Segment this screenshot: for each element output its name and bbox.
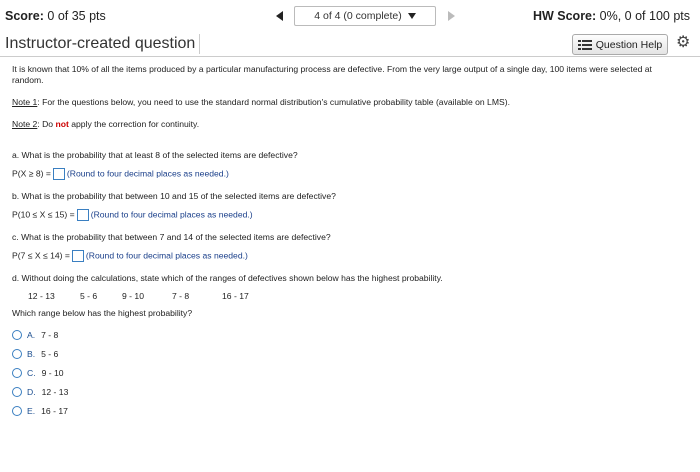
answer-a-expression: P(X ≥ 8) = — [12, 168, 51, 179]
note-2-pre: : Do — [37, 119, 56, 129]
option-letter: B. — [27, 349, 36, 359]
answer-a-hint: (Round to four decimal places as needed.) — [66, 168, 229, 179]
option-text: 16 - 17 — [41, 406, 68, 416]
score-display — [5, 9, 106, 23]
question-title: Instructor-created question — [5, 34, 200, 54]
option-e[interactable] — [12, 406, 68, 416]
answer-b-row — [12, 209, 253, 221]
question-selector-label: 4 of 4 (0 complete) — [314, 10, 402, 22]
option-a[interactable] — [12, 330, 58, 340]
answer-b-expression: P(10 ≤ X ≤ 15) = — [12, 209, 75, 220]
top-bar — [0, 0, 700, 32]
option-text: 7 - 8 — [41, 330, 59, 340]
question-b: b. What is the probability that between 10 and 15 of the selected items are defective? — [12, 191, 336, 201]
arrow-left-icon — [276, 11, 283, 21]
option-c[interactable] — [12, 368, 64, 378]
question-help-button[interactable] — [572, 34, 668, 55]
hw-score-display — [533, 9, 690, 23]
range-item: 12 - 13 — [28, 291, 55, 301]
radio-button[interactable] — [12, 387, 22, 397]
radio-button[interactable] — [12, 368, 22, 378]
option-letter: E. — [27, 406, 36, 416]
range-item: 16 - 17 — [222, 291, 249, 301]
range-item: 5 - 6 — [80, 291, 98, 301]
option-letter: D. — [27, 387, 36, 397]
next-question-button[interactable] — [440, 6, 462, 26]
title-bar — [0, 32, 700, 57]
hw-score-value: 0%, 0 of 100 pts — [599, 9, 690, 23]
note-2 — [12, 119, 199, 129]
answer-b-hint: (Round to four decimal places as needed.) — [90, 209, 253, 220]
question-a: a. What is the probability that at least 8 of the selected items are defective? — [12, 150, 298, 160]
option-b[interactable] — [12, 349, 58, 359]
score-value: 0 of 35 pts — [47, 9, 106, 23]
radio-button[interactable] — [12, 349, 22, 359]
option-text: 12 - 13 — [41, 387, 69, 397]
question-selector[interactable] — [294, 6, 436, 26]
note-1 — [12, 97, 510, 107]
note-2-post: apply the correction for continuity. — [68, 119, 200, 129]
question-help-label: Question Help — [595, 38, 663, 51]
arrow-right-icon — [448, 11, 455, 21]
option-letter: A. — [27, 330, 36, 340]
question-c: c. What is the probability that between 7 and 14 of the selected items are defective? — [12, 232, 331, 242]
answer-c-input[interactable] — [72, 250, 84, 262]
score-label: Score: — [5, 9, 44, 23]
answer-a-input[interactable] — [53, 168, 65, 180]
list-icon — [578, 40, 592, 50]
option-letter: C. — [27, 368, 36, 378]
previous-question-button[interactable] — [268, 6, 290, 26]
option-text: 9 - 10 — [41, 368, 64, 378]
problem-intro: It is known that 10% of all the items produced by a particular manufacturing process are defective. From the very large output of a single day, 100 items were selected at random. — [12, 64, 652, 85]
answer-c-hint: (Round to four decimal places as needed.) — [85, 250, 248, 261]
option-d[interactable] — [12, 387, 68, 397]
answer-b-input[interactable] — [77, 209, 89, 221]
range-item: 9 - 10 — [122, 291, 144, 301]
range-list — [28, 291, 249, 301]
caret-down-icon — [408, 13, 416, 19]
gear-icon[interactable]: ⚙ — [676, 34, 691, 51]
question-navigator — [268, 6, 462, 26]
question-d: d. Without doing the calculations, state which of the ranges of defectives shown below has the highest probability. — [12, 273, 443, 283]
range-item: 7 - 8 — [172, 291, 190, 301]
note-1-label: Note 1 — [12, 97, 38, 107]
answer-c-row — [12, 250, 248, 262]
note-1-text: : For the questions below, you need to use the standard normal distribution's cumulative probability table (available on LMS). — [37, 97, 510, 107]
note-2-label: Note 2 — [12, 119, 38, 129]
answer-c-expression: P(7 ≤ X ≤ 14) = — [12, 250, 70, 261]
hw-score-label: HW Score: — [532, 9, 597, 23]
radio-button[interactable] — [12, 330, 22, 340]
answer-a-row — [12, 168, 229, 180]
option-text: 5 - 6 — [41, 349, 59, 359]
note-2-not: not — [55, 119, 69, 129]
question-d-prompt: Which range below has the highest probability? — [12, 308, 193, 318]
radio-button[interactable] — [12, 406, 22, 416]
